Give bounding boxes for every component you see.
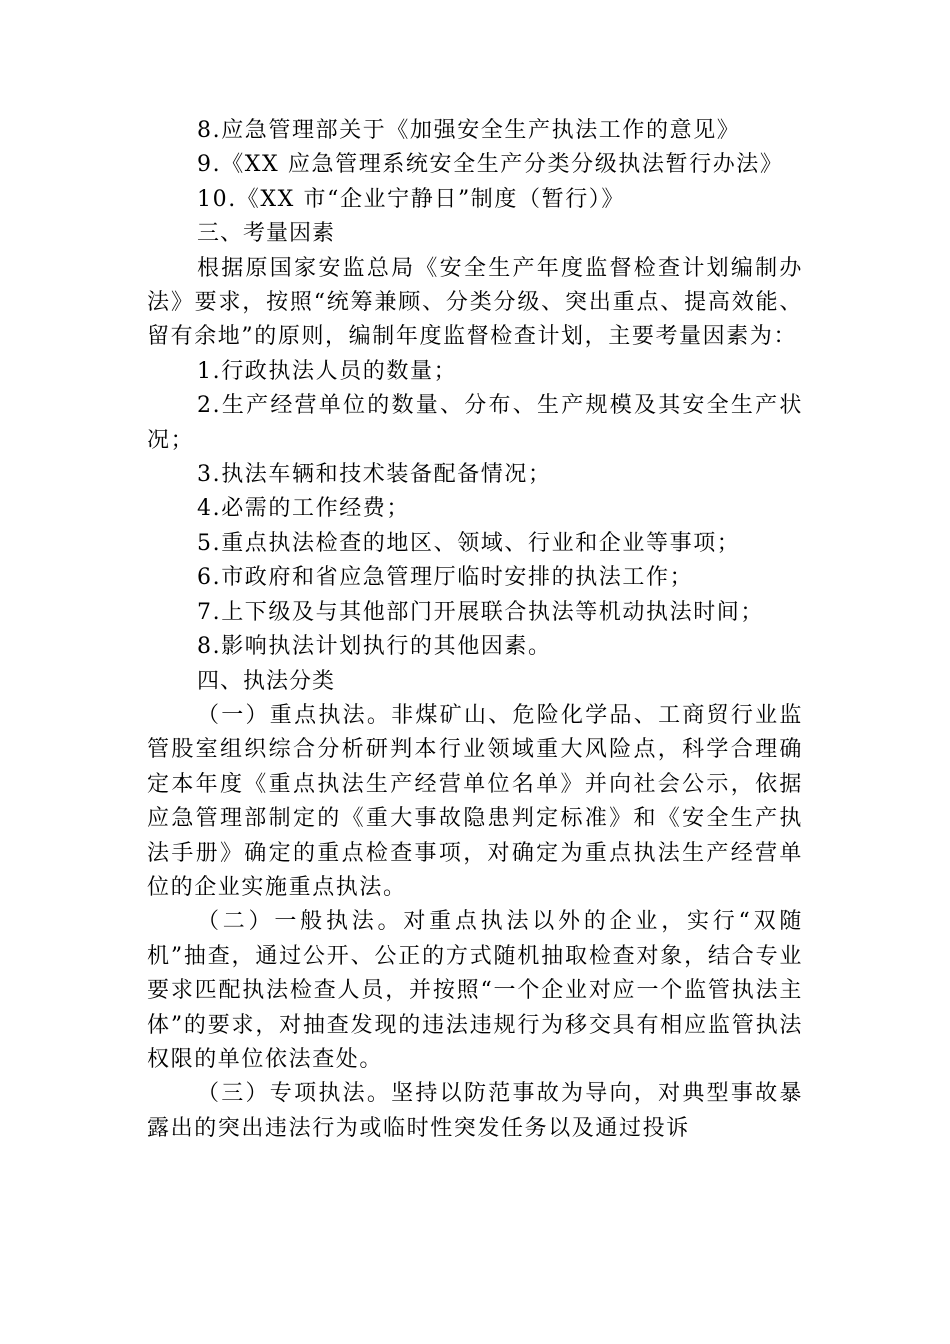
list-item: 4.必需的工作经费；	[197, 496, 410, 522]
document-page	[147, 114, 803, 1146]
list-item: 2.生产经营单位的数量、分布、生产规模及其安全生产状况；	[147, 393, 803, 453]
list-item: 3.执法车辆和技术装备配备情况；	[197, 462, 552, 488]
list-item: 9.《XX 应急管理系统安全生产分类分级执法暂行办法》	[197, 152, 784, 178]
paragraph-lead: （三）专项执法。	[197, 1081, 392, 1107]
paragraph	[147, 1077, 803, 1146]
list-item: 10.《XX 市“企业宁静日”制度（暂行）》	[197, 186, 625, 212]
paragraph-lead: （二）一般执法。	[197, 909, 404, 935]
paragraph-text: 坚持以防范事故为导向，对典型事故暴露出的突出违法行为或临时性突发任务以及通过投诉	[147, 1081, 803, 1141]
list-item: 6.市政府和省应急管理厅临时安排的执法工作；	[197, 565, 694, 591]
list-item: 5.重点执法检查的地区、领域、行业和企业等事项；	[197, 530, 741, 556]
list-item: 8.影响执法计划执行的其他因素。	[197, 634, 552, 660]
paragraph	[147, 905, 803, 1077]
list-item: 1.行政执法人员的数量；	[197, 358, 458, 384]
section-heading: 四、执法分类	[197, 668, 336, 694]
paragraph-text: 对重点执法以外的企业，实行“双随机”抽查，通过公开、公正的方式随机抽取检查对象，结合专业要求匹配执法检查人员，并按照“一个企业对应一个监管执法主体”的要求，对抽查发现的违法违规行为移交具有相应监管执法权限的单位依法查处。	[147, 909, 803, 1072]
paragraph: 根据原国家安监总局《安全生产年度监督检查计划编制办法》要求，按照“统筹兼顾、分类分级、突出重点、提高效能、留有余地”的原则，编制年度监督检查计划，主要考量因素为：	[147, 255, 803, 350]
list-item: 7.上下级及与其他部门开展联合执法等机动执法时间；	[197, 599, 764, 625]
paragraph-lead: （一）重点执法。	[197, 702, 392, 728]
paragraph-text: 非煤矿山、危险化学品、工商贸行业监管股室组织综合分析研判本行业领域重大风险点，科学合理确定本年度《重点执法生产经营单位名单》并向社会公示，依据应急管理部制定的《重大事故隐患判定标准》和《安全生产执法手册》确定的重点检查事项，对确定为重点执法生产经营单位的企业实施重点执法。	[147, 702, 803, 900]
section-heading: 三、考量因素	[197, 221, 336, 247]
paragraph	[147, 699, 803, 905]
list-item: 8.应急管理部关于《加强安全生产执法工作的意见》	[197, 118, 741, 143]
